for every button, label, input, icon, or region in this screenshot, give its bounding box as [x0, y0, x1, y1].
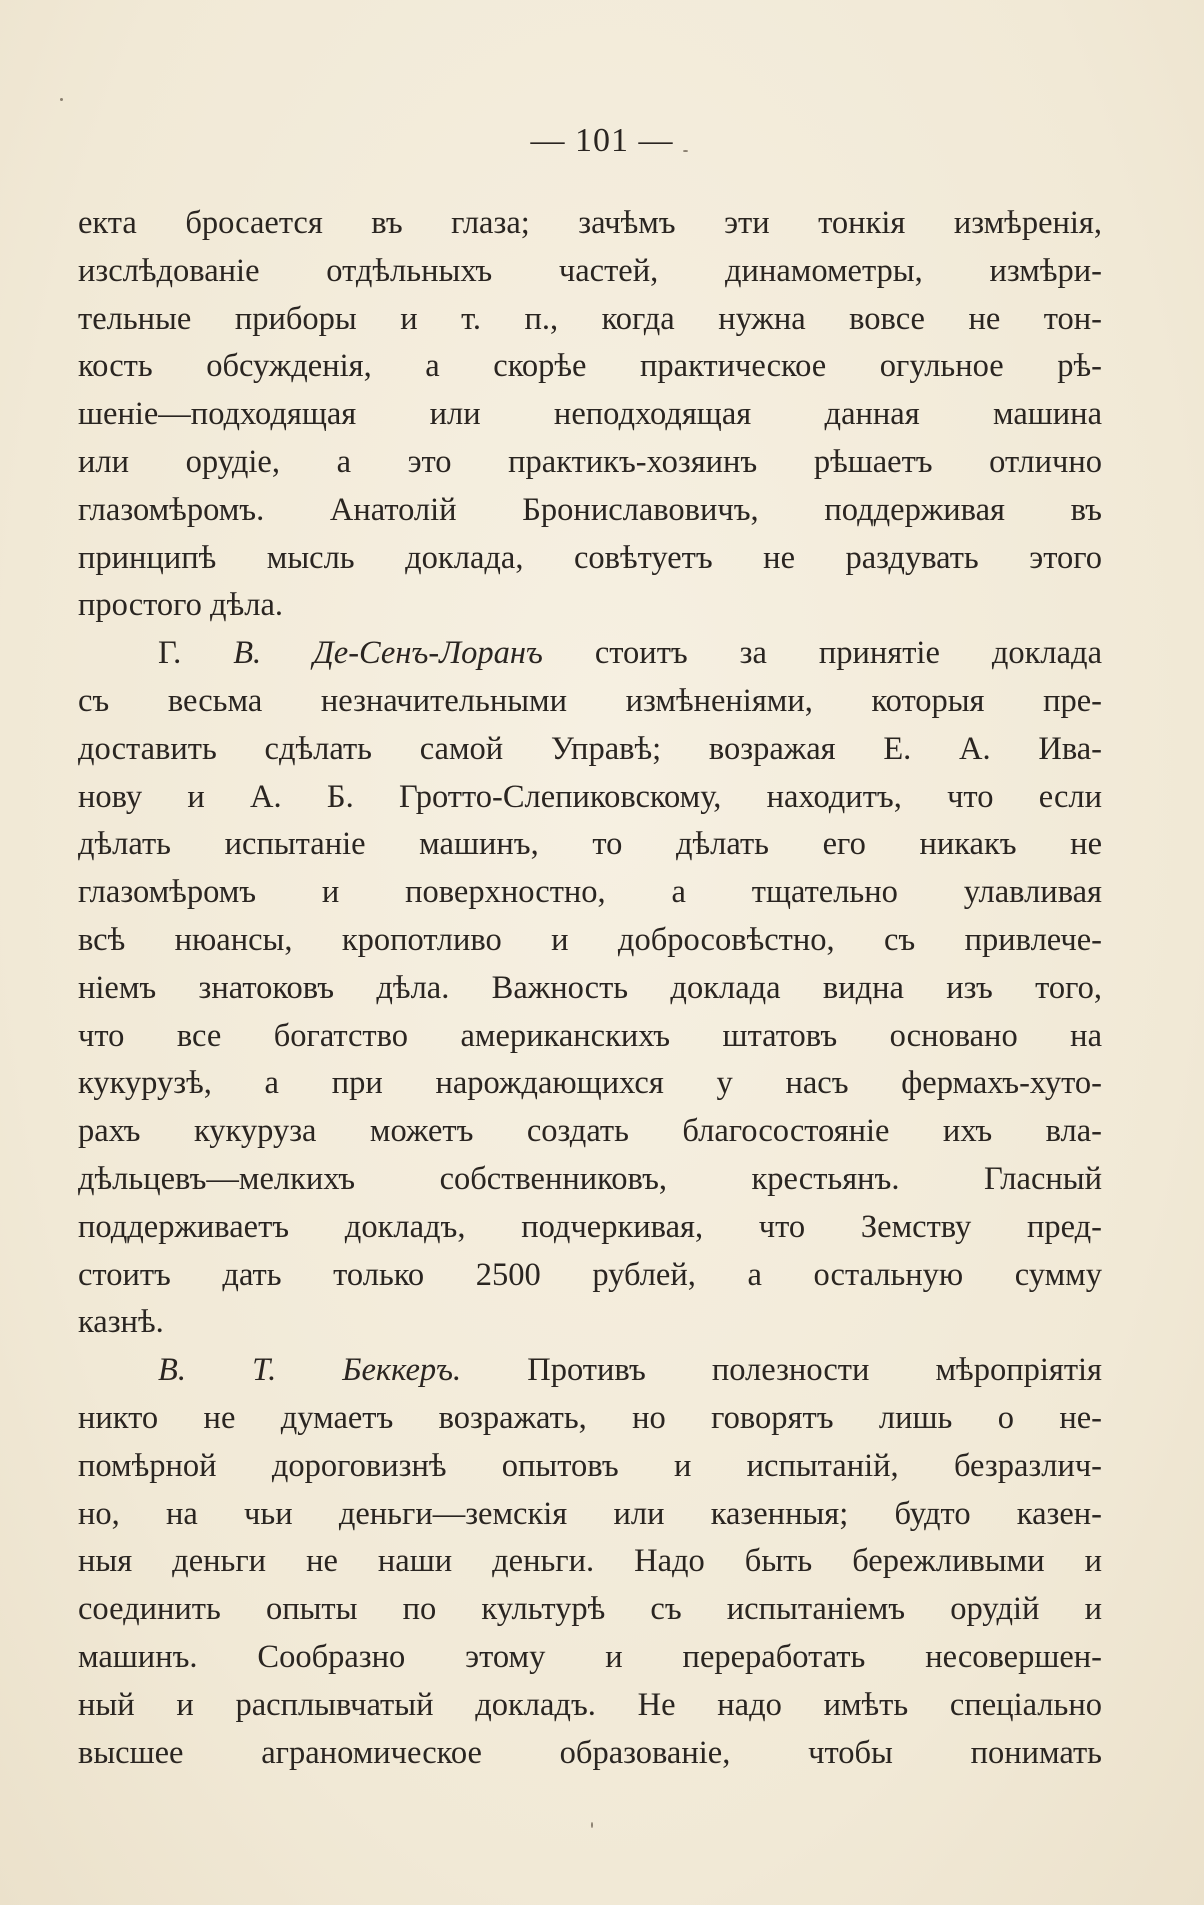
text-line: но, на чьи деньги—земскія или казенныя; будто казен-: [78, 1495, 1102, 1532]
text-line: доставить сдѣлать самой Управѣ; возражая Е. А. Ива-: [78, 730, 1102, 767]
text-line: тельные приборы и т. п., когда нужна вовсе не тон-: [78, 300, 1102, 337]
paragraph-2: [78, 630, 1102, 1347]
text-line: шеніе—подходящая или неподходящая данная машина: [78, 396, 1102, 433]
text-line: всѣ нюансы, кропотливо и добросовѣстно, съ привлече-: [78, 921, 1102, 958]
paper-speck: [60, 98, 63, 101]
text-line: нову и А. Б. Гротто-Слепиковскому, находитъ, что если: [78, 778, 1102, 815]
text-line: екта бросается въ глаза; зачѣмъ эти тонкія измѣренія,: [78, 205, 1102, 241]
text-line: принципѣ мысль доклада, совѣтуетъ не раздувать этого: [78, 539, 1102, 576]
text-line: помѣрной дороговизнѣ опытовъ и испытаній, безразлич-: [78, 1447, 1102, 1484]
text-line: машинъ. Сообразно этому и переработать несовершен-: [78, 1638, 1102, 1675]
text-line: [78, 1347, 1102, 1395]
paragraph-3: [78, 1347, 1102, 1777]
text-line: съ весьма незначительными измѣненіями, которыя пре-: [78, 682, 1102, 719]
paragraph-1: [78, 200, 1102, 630]
text-line: изслѣдованіе отдѣльныхъ частей, динамометры, измѣри-: [78, 252, 1102, 289]
text-line: глазомѣромъ. Анатолій Брониславовичъ, поддерживая въ: [78, 491, 1102, 528]
text-line: ный и расплывчатый докладъ. Не надо имѣть спеціально: [78, 1686, 1102, 1723]
text-line: никто не думаетъ возражать, но говорятъ лишь о не-: [78, 1399, 1102, 1436]
text-line: кукурузѣ, а при нарождающихся у насъ фермахъ-хуто-: [78, 1065, 1102, 1102]
line-text: стоитъ за принятіе доклада: [594, 635, 1102, 672]
text-line: дѣльцевъ—мелкихъ собственниковъ, крестьянъ. Гласный: [78, 1160, 1102, 1197]
text-line: высшее аграномическое образованіе, чтобы понимать: [78, 1734, 1102, 1771]
text-line: дѣлать испытаніе машинъ, то дѣлать его никакъ не: [78, 826, 1102, 863]
line-text: Противъ полезности мѣропріятія: [527, 1352, 1102, 1389]
speaker-name: В. Т. Беккеръ.: [158, 1352, 462, 1389]
body-text: [78, 200, 1102, 1777]
page-number: — 101 —: [530, 122, 674, 159]
speaker-name: В. Де-Сенъ-Лоранъ: [233, 635, 543, 672]
text-line: казнѣ.: [78, 1304, 164, 1341]
text-line: глазомѣромъ и поверхностно, а тщательно улавливая: [78, 874, 1102, 911]
text-line: кость обсужденія, а скорѣе практическое огульное рѣ-: [78, 348, 1102, 385]
text-line: простого дѣла.: [78, 587, 283, 624]
text-line: или орудіе, а это практикъ-хозяинъ рѣшаетъ отлично: [78, 443, 1102, 480]
text-line: ніемъ знатоковъ дѣла. Важность доклада видна изъ того,: [78, 969, 1102, 1006]
text-line: ныя деньги не наши деньги. Надо быть бережливыми и: [78, 1543, 1102, 1580]
text-line: стоитъ дать только 2500 рублей, а остальную сумму: [78, 1256, 1102, 1293]
paper-speck: [591, 1822, 593, 1828]
text-line: [78, 630, 1102, 678]
text-line: рахъ кукуруза можетъ создать благосостояніе ихъ вла-: [78, 1113, 1102, 1150]
salutation: Г.: [158, 635, 182, 672]
text-line: что все богатство американскихъ штатовъ основано на: [78, 1017, 1102, 1054]
text-line: поддерживаетъ докладъ, подчеркивая, что Земству пред-: [78, 1208, 1102, 1245]
text-line: соединить опыты по культурѣ съ испытаніемъ орудій и: [78, 1591, 1102, 1628]
